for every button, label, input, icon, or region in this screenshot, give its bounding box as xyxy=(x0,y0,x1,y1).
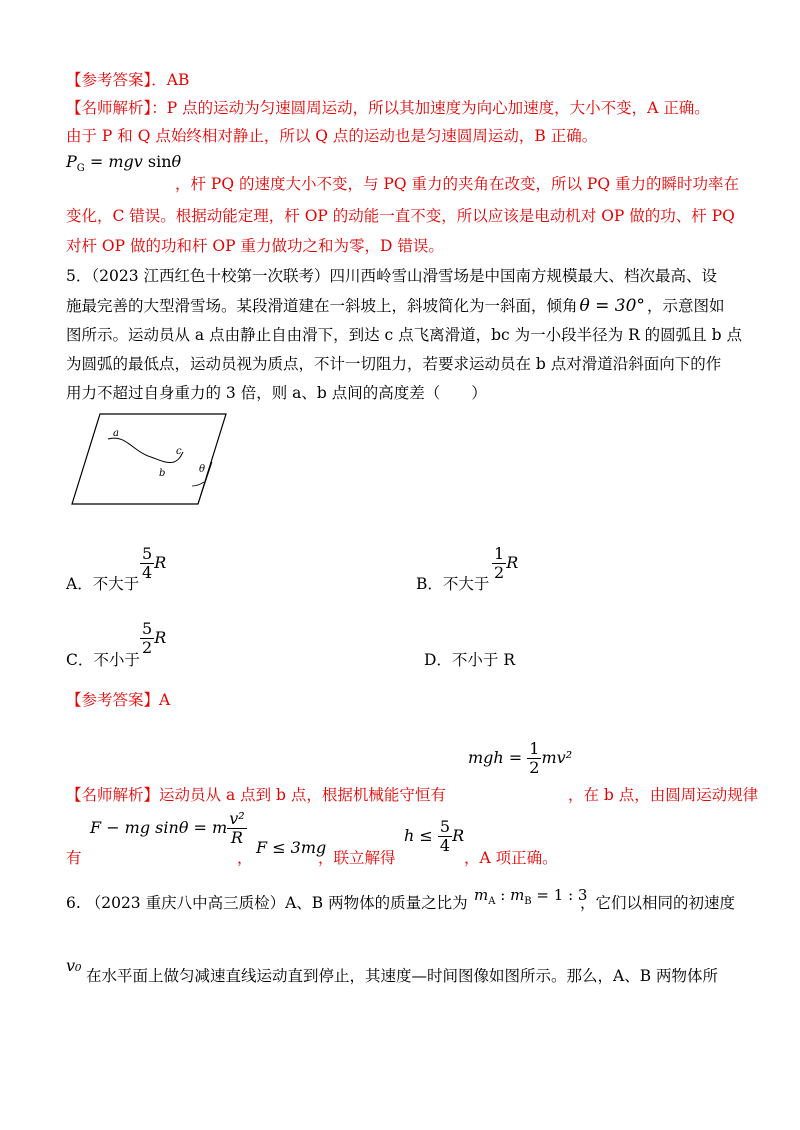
option-d-label: D．不小于 R xyxy=(424,651,516,669)
label-b: b xyxy=(159,468,166,479)
answer-tag: 【参考答案】 xyxy=(66,71,152,89)
analysis-text: 运动员从 a 点到 b 点，根据机械能守恒有 xyxy=(159,786,446,804)
stem-text: ，示意图如 xyxy=(646,297,725,315)
answer-value: A xyxy=(159,691,171,709)
label-theta: θ xyxy=(199,464,206,475)
height-result xyxy=(404,818,464,855)
answer-value: ．AB xyxy=(151,71,190,89)
frac-den: 2 xyxy=(529,758,540,777)
frac-den: 2 xyxy=(142,638,153,657)
radius-symbol: R xyxy=(154,628,167,647)
answer-tag: 【参考答案】 xyxy=(66,691,160,709)
frac-num: 5 xyxy=(142,619,153,638)
radius-symbol: R xyxy=(154,553,167,572)
frac-den: 4 xyxy=(142,563,153,582)
q4-analysis-line-5: 对杆 OP 做的功和杆 OP 重力做功之和为零，D 错误。 xyxy=(66,237,444,255)
q4-analysis-line-1 xyxy=(66,98,710,118)
analysis-text: ：P 点的运动为匀速圆周运动，所以其加速度为向心加速度，大小不变，A 正确。 xyxy=(151,99,710,117)
q5-stem-line-4: 为圆弧的最低点，运动员视为质点，不计一切阻力，若要求运动员在 b 点对滑道沿斜面向下的作 xyxy=(66,355,722,373)
option-b-label: B．不大于 xyxy=(416,575,490,593)
q6-stem-line-1b: ，它们以相同的初速度 xyxy=(580,894,736,912)
stem-text: 施最完善的大型滑雪场。某段滑道建在一斜坡上，斜坡简化为一斜面，倾角 xyxy=(66,297,578,315)
q5-stem-line-2 xyxy=(66,296,724,316)
slope-figure xyxy=(70,412,230,508)
formula-part: mv² xyxy=(541,748,573,767)
option-a-formula xyxy=(140,545,166,582)
analysis-tag: 【名师解析】 xyxy=(66,99,152,117)
frac-den: R xyxy=(230,828,243,847)
power-formula: $P_G$ = mgv sinθ xyxy=(66,152,182,175)
initial-velocity-symbol: v₀ xyxy=(66,956,82,975)
formula-part: F ≤ 3mg xyxy=(256,838,327,857)
q6-stem-line-1a: 6. （2023 重庆八中高三质检）A、B 两物体的质量之比为 xyxy=(66,894,468,912)
q5-analysis-line-2a: 有 xyxy=(66,849,82,867)
analysis-tag: 【名师解析】 xyxy=(66,786,160,804)
option-b-formula xyxy=(492,545,518,582)
angle-formula: θ = 30° xyxy=(579,296,645,316)
option-a-label: A．不大于 xyxy=(66,575,140,593)
radius-symbol: R xyxy=(506,553,519,572)
q5-analysis-line-2c: ，A 项正确。 xyxy=(464,849,558,867)
ski-track xyxy=(108,438,183,462)
force-formula xyxy=(90,810,247,847)
q4-analysis-line-4: 变化，C 错误。根据动能定理，杆 OP 的动能一直不变，所以应该是电动机对 OP 做的功、杆 PQ xyxy=(66,207,735,225)
energy-formula xyxy=(468,740,572,777)
q4-analysis-line-2: 由于 P 和 Q 点始终相对静止，所以 Q 点的运动也是匀速圆周运动，B 正确。 xyxy=(66,127,598,145)
q5-analysis-line-1 xyxy=(66,785,446,805)
frac-num: 5 xyxy=(439,817,451,836)
option-c-label: C．不小于 xyxy=(66,651,140,669)
label-a: a xyxy=(113,428,119,439)
formula-part: mgh = xyxy=(468,748,528,767)
frac-den: 2 xyxy=(494,563,505,582)
q4-analysis-line-3: ，杆 PQ 的速度大小不变，与 PQ 重力的夹角在改变，所以 PQ 重力的瞬时功率在 xyxy=(175,175,739,193)
q5-stem-line-1: 5．（2023 江西红色十校第一次联考）四川西岭雪山滑雪场是中国南方规模最大、档次最高、设 xyxy=(66,267,717,285)
frac-num: 1 xyxy=(529,739,540,758)
q5-analysis-line-2b: ，联立解得 xyxy=(318,849,396,867)
frac-num: v² xyxy=(229,809,245,828)
q5-answer-line xyxy=(66,690,170,710)
formula-part: F − mg sinθ = m xyxy=(90,818,228,837)
frac-den: 4 xyxy=(439,836,451,855)
force-inequality xyxy=(256,838,326,857)
radius-symbol: R xyxy=(452,826,465,845)
option-c-formula xyxy=(140,620,166,657)
q5-stem-line-5: 用力不超过自身重力的 3 倍，则 a、b 点间的高度差（ ） xyxy=(66,384,487,402)
q6-stem-line-2: 在水平面上做匀减速直线运动直到停止，其速度—时间图像如图所示。那么，A、B 两物体所 xyxy=(86,967,719,985)
q5-stem-line-3: 图所示。运动员从 a 点由静止自由滑下，到达 c 点飞离滑道，bc 为一小段半径为 R 的圆弧且 b 点 xyxy=(66,326,742,344)
q4-answer-line xyxy=(66,70,189,90)
comma: ， xyxy=(237,849,253,867)
mass-ratio: $m_A$ : $m_B = 1$ : 3 xyxy=(474,886,588,907)
frac-num: 5 xyxy=(142,544,153,563)
formula-part: h ≤ xyxy=(404,826,438,845)
label-c: c xyxy=(176,446,182,457)
q5-analysis-line-1b: ，在 b 点，由圆周运动规律 xyxy=(568,786,759,804)
frac-num: 1 xyxy=(494,544,505,563)
angle-arc xyxy=(192,482,204,486)
